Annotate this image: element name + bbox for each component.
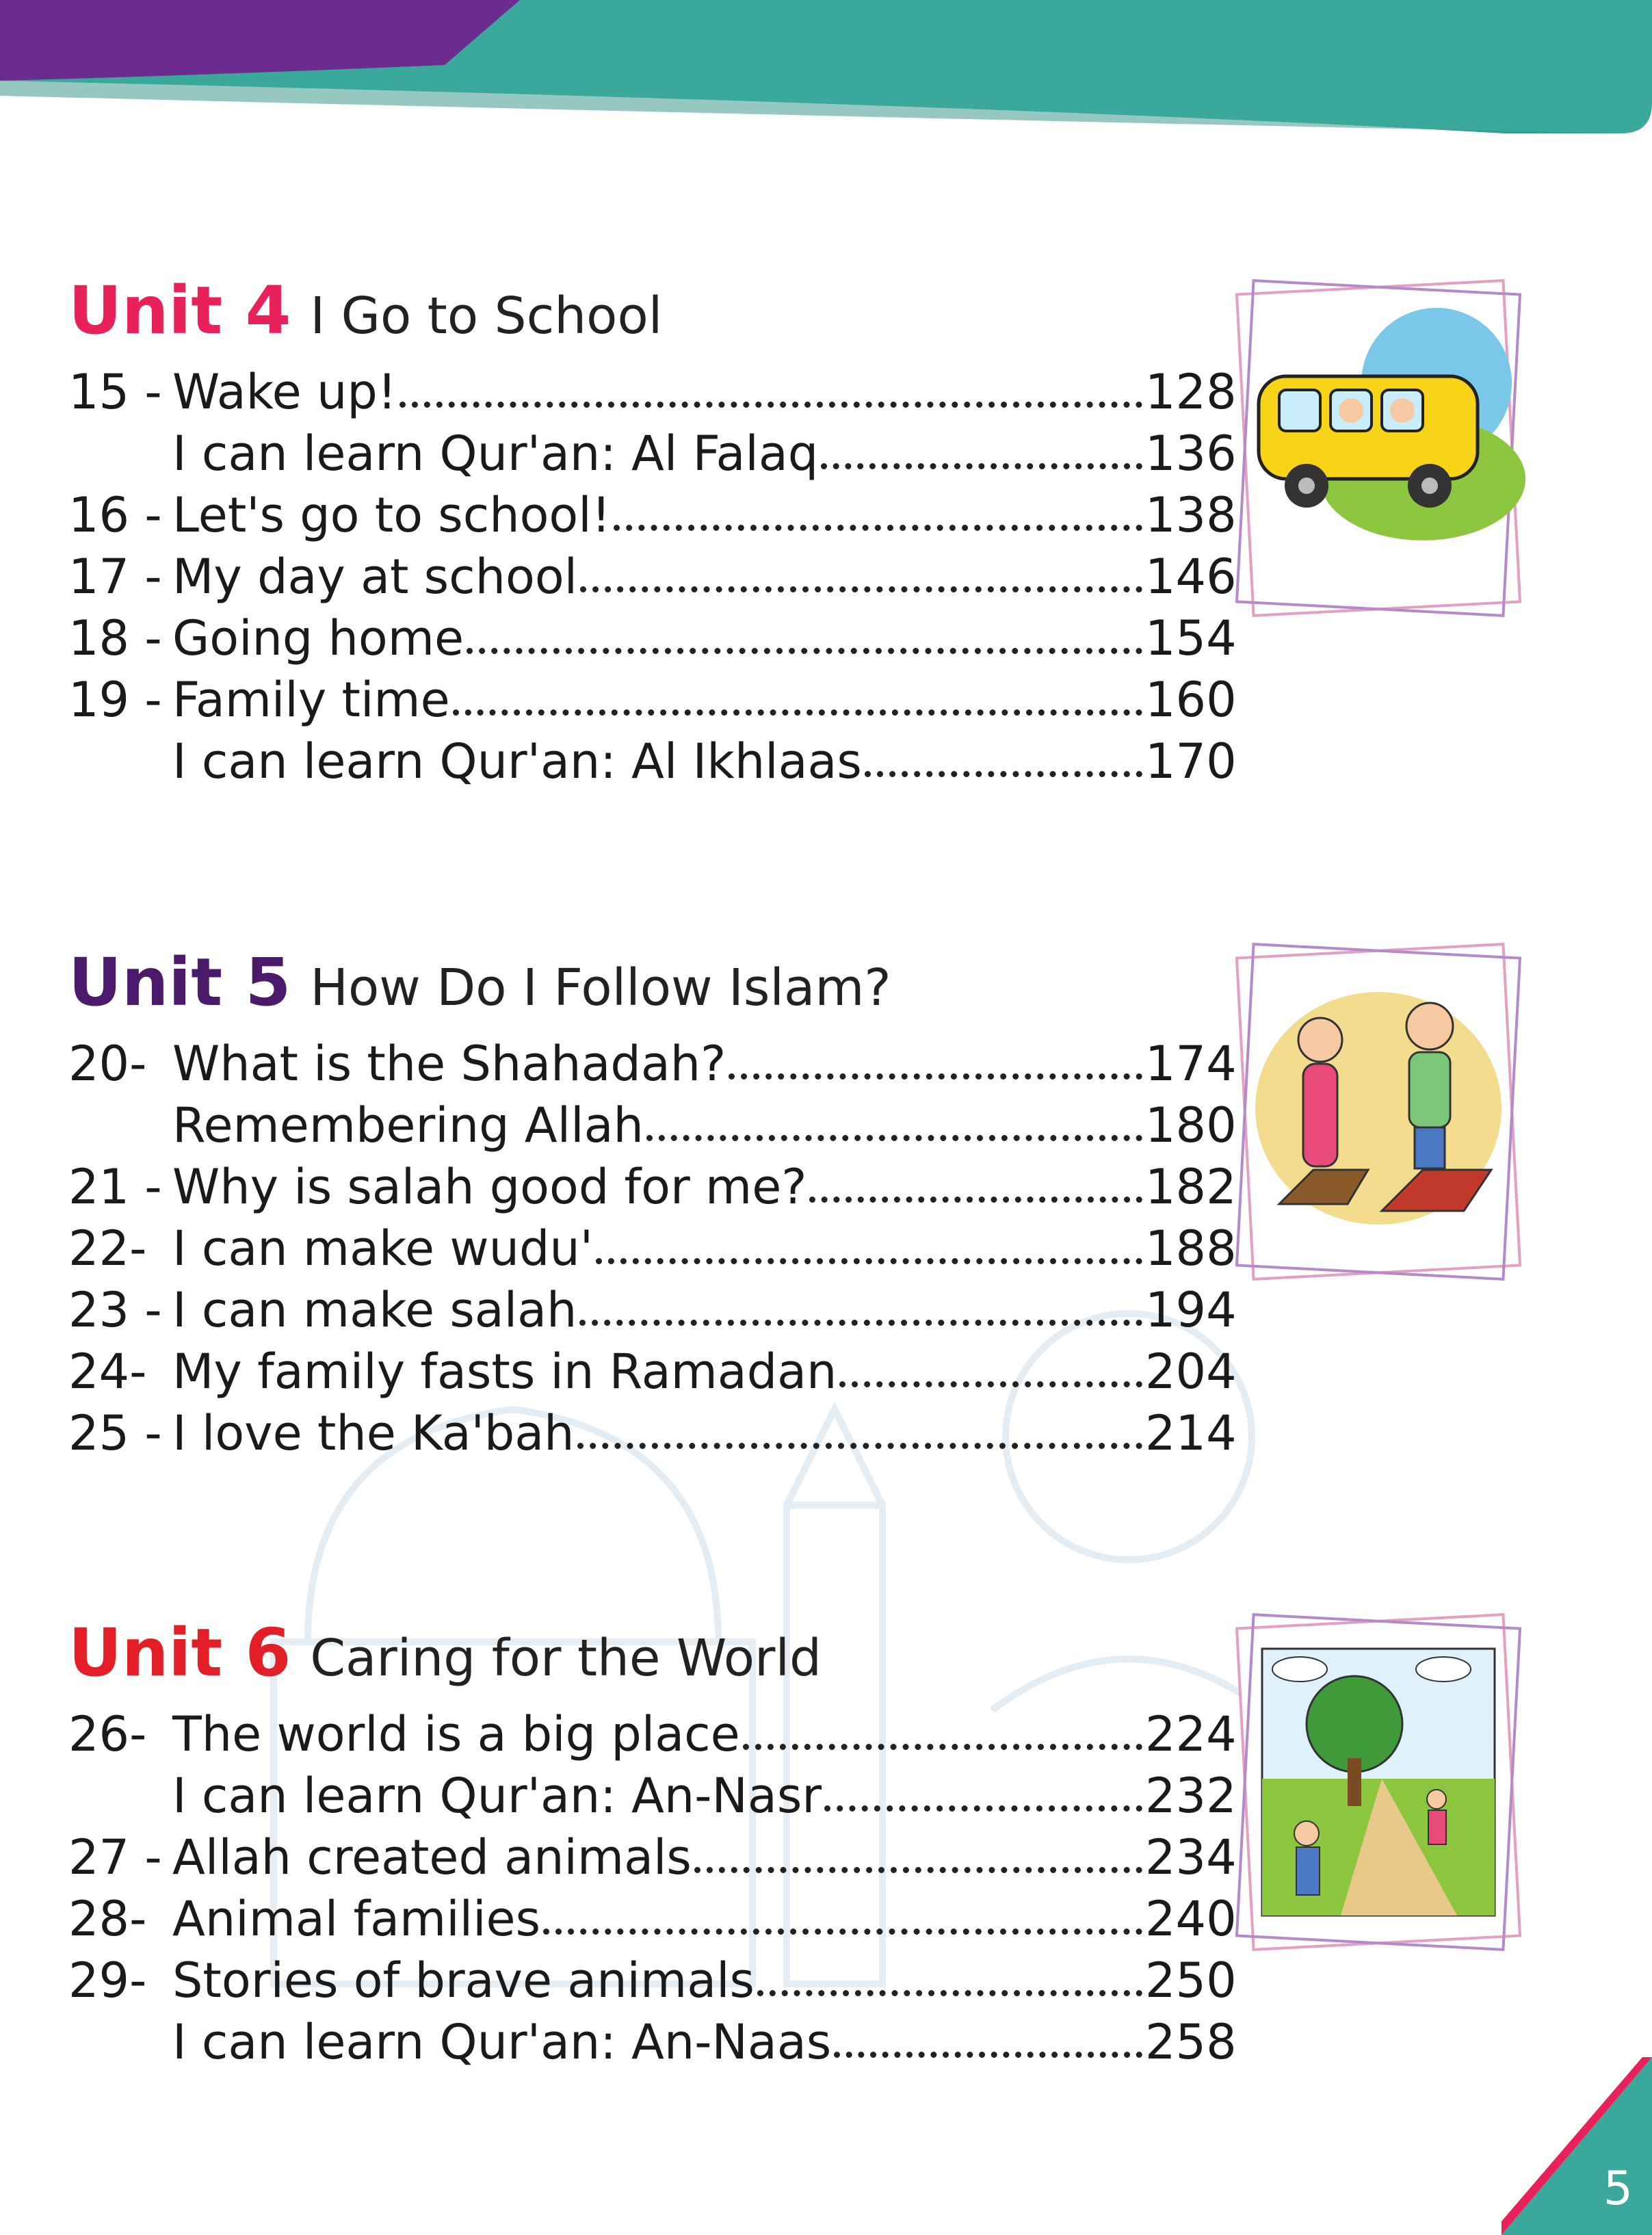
lesson-number: 20-: [68, 1036, 147, 1092]
dot-leader: [543, 1929, 1142, 1935]
lesson-number: 22-: [68, 1220, 147, 1277]
toc-entry[interactable]: [68, 1279, 1237, 1341]
page-reference: 234: [1145, 1829, 1237, 1885]
dot-leader: [694, 1867, 1142, 1873]
lesson-number: 18 -: [68, 610, 162, 666]
page-reference: 174: [1145, 1036, 1237, 1092]
toc-entry[interactable]: [68, 1218, 1237, 1279]
lesson-title: I can make salah: [172, 1282, 577, 1338]
dot-leader: [821, 463, 1142, 469]
dot-leader: [467, 648, 1142, 654]
lesson-title: The world is a big place: [172, 1706, 740, 1762]
unit-6-heading: [68, 1615, 1231, 1703]
toc-entry[interactable]: [68, 423, 1237, 484]
lesson-number: 25 -: [68, 1405, 162, 1461]
page-reference: 214: [1145, 1405, 1237, 1461]
toc-entry[interactable]: [68, 1765, 1237, 1827]
dot-leader: [614, 525, 1142, 531]
lesson-number: 28-: [68, 1891, 147, 1947]
lesson-title: I love the Ka'bah: [172, 1405, 575, 1461]
page-reference: 240: [1145, 1891, 1237, 1947]
unit-5-heading: [68, 944, 1231, 1033]
lesson-title: Wake up!: [172, 364, 397, 420]
lesson-title: Let's go to school!: [172, 487, 611, 543]
lesson-number: 17 -: [68, 549, 162, 605]
toc-entry[interactable]: [68, 361, 1237, 423]
lesson-number: 19 -: [68, 672, 162, 728]
toc-entry[interactable]: [68, 731, 1237, 792]
unit-5-section: [68, 944, 1237, 1464]
toc-entry[interactable]: [68, 1888, 1237, 1950]
lesson-title: I can learn Qur'an: Al Ikhlaas: [172, 733, 862, 789]
unit-4-label: Unit 4: [68, 272, 291, 349]
dot-leader: [865, 771, 1142, 777]
lesson-number: 26-: [68, 1706, 147, 1762]
lesson-title: My day at school: [172, 549, 578, 605]
prayer-children-icon: [1231, 937, 1525, 1286]
lesson-title: I can make wudu': [172, 1220, 593, 1277]
dot-leader: [809, 1197, 1142, 1203]
unit-4-section: [68, 272, 1237, 792]
garden-scene-icon: [1231, 1608, 1525, 1957]
page-reference: 188: [1145, 1220, 1237, 1277]
lesson-title: I can learn Qur'an: An-Naas: [172, 2014, 832, 2070]
dot-leader: [577, 1443, 1142, 1449]
dot-leader: [579, 1320, 1142, 1326]
unit-4-heading: [68, 272, 1231, 361]
page-reference: 160: [1145, 672, 1237, 728]
lesson-number: 29-: [68, 1952, 147, 2009]
page-reference: 182: [1145, 1159, 1237, 1215]
page-reference: 146: [1145, 549, 1237, 605]
lesson-number: 21 -: [68, 1159, 162, 1215]
page-reference: 154: [1145, 610, 1237, 666]
toc-entry[interactable]: [68, 1827, 1237, 1888]
toc-entry[interactable]: [68, 1703, 1237, 1765]
page-reference: 258: [1145, 2014, 1237, 2070]
lesson-title: I can learn Qur'an: Al Falaq: [172, 426, 819, 482]
toc-entry[interactable]: [68, 607, 1237, 669]
unit-5-label: Unit 5: [68, 944, 291, 1021]
dot-leader: [743, 1744, 1142, 1750]
page-reference: 128: [1145, 364, 1237, 420]
lesson-title: My family fasts in Ramadan: [172, 1344, 837, 1400]
lesson-title: Stories of brave animals: [172, 1952, 755, 2009]
lesson-title: I can learn Qur'an: An-Nasr: [172, 1768, 822, 1824]
unit-6-label: Unit 6: [68, 1615, 291, 1691]
toc-entry[interactable]: [68, 1156, 1237, 1218]
dot-leader: [646, 1135, 1142, 1141]
lesson-number: 23 -: [68, 1282, 162, 1338]
lesson-title: Why is salah good for me?: [172, 1159, 807, 1215]
page-reference: 232: [1145, 1768, 1237, 1824]
toc-entry[interactable]: [68, 484, 1237, 546]
dot-leader: [757, 1990, 1142, 1996]
lesson-number: 16 -: [68, 487, 162, 543]
page-reference: 180: [1145, 1097, 1237, 1153]
dot-leader: [834, 2052, 1142, 2058]
dot-leader: [824, 1805, 1142, 1812]
lesson-number: 15 -: [68, 364, 162, 420]
toc-entry[interactable]: [68, 1033, 1237, 1095]
page-number: 5: [1603, 2162, 1633, 2216]
lesson-title: Animal families: [172, 1891, 541, 1947]
page-reference: 224: [1145, 1706, 1237, 1762]
toc-entry[interactable]: [68, 1950, 1237, 2011]
dot-leader: [399, 402, 1142, 408]
unit-6-subtitle: Caring for the World: [310, 1629, 822, 1688]
dot-leader: [729, 1073, 1142, 1080]
toc-entry[interactable]: [68, 669, 1237, 731]
lesson-number: 24-: [68, 1344, 147, 1400]
lesson-title: Allah created animals: [172, 1829, 692, 1885]
unit-4-subtitle: I Go to School: [310, 287, 663, 345]
lesson-title: Going home: [172, 610, 464, 666]
school-bus-icon: [1231, 274, 1525, 623]
lesson-title: Remembering Allah: [172, 1097, 644, 1153]
page-reference: 138: [1145, 487, 1237, 543]
dot-leader: [453, 709, 1142, 716]
lesson-number: 27 -: [68, 1829, 162, 1885]
toc-entry[interactable]: [68, 1402, 1237, 1464]
page-reference: 170: [1145, 733, 1237, 789]
top-banner: [0, 0, 1652, 151]
unit-5-subtitle: How Do I Follow Islam?: [310, 958, 891, 1017]
lesson-title: What is the Shahadah?: [172, 1036, 726, 1092]
toc-entry[interactable]: [68, 1095, 1237, 1156]
dot-leader: [580, 586, 1142, 592]
toc-entry[interactable]: [68, 2011, 1237, 2073]
unit-6-section: [68, 1615, 1237, 2073]
lesson-title: Family time: [172, 672, 450, 728]
page-reference: 204: [1145, 1344, 1237, 1400]
toc-entry[interactable]: [68, 546, 1237, 607]
toc-entry[interactable]: [68, 1341, 1237, 1402]
page-reference: 194: [1145, 1282, 1237, 1338]
page-reference: 250: [1145, 1952, 1237, 2009]
page-reference: 136: [1145, 426, 1237, 482]
dot-leader: [839, 1381, 1142, 1387]
dot-leader: [596, 1258, 1142, 1264]
